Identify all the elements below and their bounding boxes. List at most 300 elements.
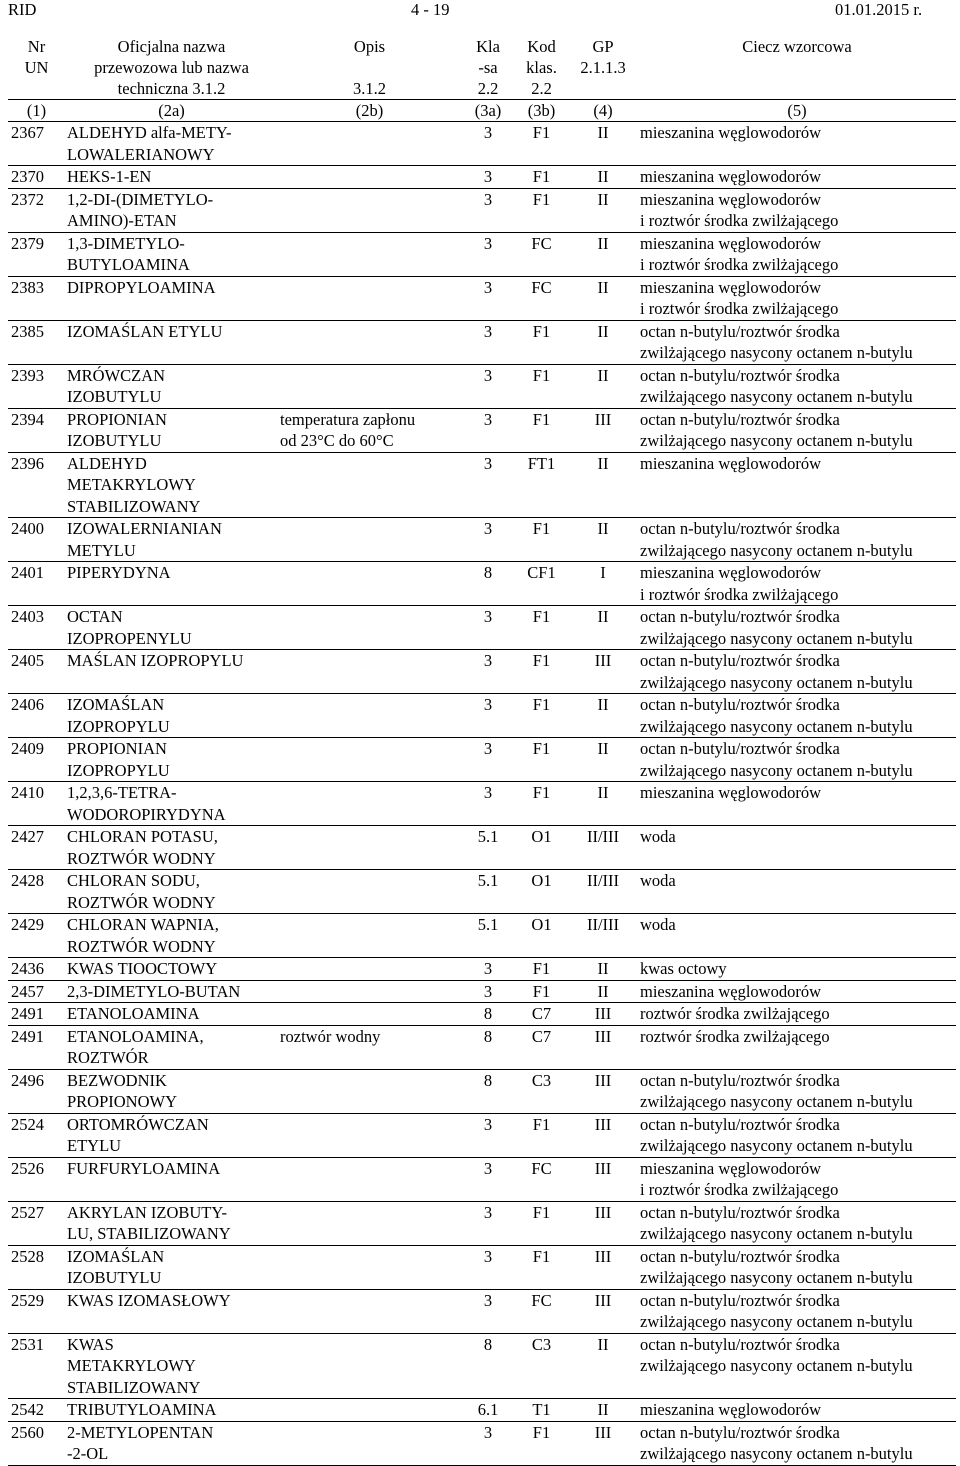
standard-liquid [638, 1333, 956, 1399]
table-row [8, 276, 956, 320]
substance-description [278, 1245, 461, 1289]
packing-group: II/III [568, 826, 638, 870]
table-row [8, 914, 956, 958]
substance-name-line: ALDEHYD [67, 453, 147, 473]
substance-description [278, 518, 461, 562]
hazard-class: 3 [461, 738, 515, 782]
substance-name-line: CHLORAN WAPNIA, [67, 915, 219, 934]
column-number: (4) [568, 100, 638, 122]
substance-name-line: ETANOLOAMINA [67, 1004, 200, 1023]
classification-code: F1 [515, 1201, 568, 1245]
substance-description [278, 562, 461, 606]
substance-name-line: STABILIZOWANY [67, 496, 201, 516]
un-number: 2428 [8, 870, 65, 914]
substance-description [278, 452, 461, 518]
standard-liquid [638, 518, 956, 562]
un-number: 2410 [8, 782, 65, 826]
standard-liquid [638, 914, 956, 958]
substance-name [65, 364, 278, 408]
substance-description [278, 606, 461, 650]
standard-liquid-line: mieszanina węglowodorów [640, 233, 821, 253]
un-number: 2529 [8, 1289, 65, 1333]
substance-name-line: ROZTWÓR WODNY [67, 936, 216, 956]
substance-description [278, 166, 461, 189]
substance-description [278, 738, 461, 782]
classification-code: F1 [515, 782, 568, 826]
substance-name [65, 1025, 278, 1069]
substance-description [278, 122, 461, 166]
substance-name [65, 320, 278, 364]
column-number: (5) [638, 100, 956, 122]
classification-code: F1 [515, 188, 568, 232]
substance-name-line: IZOBUTYLU [67, 387, 162, 406]
substance-name-line: FURFURYLOAMINA [67, 1158, 221, 1178]
standard-liquid-line: mieszanina węglowodorów [640, 783, 821, 802]
standard-liquid-line: zwilżającego nasycony octanem n-butylu [640, 540, 913, 560]
standard-liquid-line: octan n-butylu/roztwór środka [640, 321, 840, 341]
packing-group: III [568, 1157, 638, 1201]
hazard-class: 5.1 [461, 870, 515, 914]
standard-liquid-line: octan n-butylu/roztwór środka [640, 409, 840, 429]
substance-name-line: MAŚLAN IZOPROPYLU [67, 651, 244, 670]
header-packing-group: GP 2.1.1.3 [580, 37, 626, 77]
table-row [8, 1025, 956, 1069]
table-row [8, 980, 956, 1003]
substance-description [278, 782, 461, 826]
substance-name [65, 980, 278, 1003]
packing-group: II [568, 958, 638, 981]
substance-name [65, 694, 278, 738]
hazard-class: 3 [461, 1113, 515, 1157]
table-row [8, 320, 956, 364]
table-row [8, 188, 956, 232]
substance-name-line: IZOPROPYLU [67, 716, 170, 736]
substance-name [65, 166, 278, 189]
substance-description [278, 1333, 461, 1399]
substance-name [65, 276, 278, 320]
standard-liquid-line: zwilżającego nasycony octanem n-butylu [640, 1312, 913, 1331]
substance-name-line: IZOWALERNIANIAN [67, 519, 222, 538]
substance-description [278, 364, 461, 408]
standard-liquid [638, 1003, 956, 1026]
classification-code: F1 [515, 606, 568, 650]
substance-description [278, 1421, 461, 1465]
substance-description [278, 914, 461, 958]
description-line: od 23°C do 60°C [280, 431, 394, 450]
substance-name [65, 1245, 278, 1289]
standard-liquid [638, 958, 956, 981]
standard-liquid-line: zwilżającego nasycony octanem n-butylu [640, 672, 913, 692]
substance-name [65, 826, 278, 870]
un-number: 2406 [8, 694, 65, 738]
substance-name-line: BEZWODNIK [67, 1070, 167, 1090]
packing-group: III [568, 1113, 638, 1157]
packing-group: II [568, 606, 638, 650]
table-row [8, 870, 956, 914]
standard-liquid [638, 1069, 956, 1113]
un-number: 2496 [8, 1069, 65, 1113]
substance-name [65, 232, 278, 276]
hazard-class: 3 [461, 1289, 515, 1333]
substance-name-line: IZOMAŚLAN ETYLU [67, 321, 223, 341]
description-line: roztwór wodny [280, 1026, 381, 1046]
packing-group: II [568, 122, 638, 166]
substance-description [278, 958, 461, 981]
standard-liquid [638, 320, 956, 364]
standard-liquid [638, 1201, 956, 1245]
hazard-class: 3 [461, 782, 515, 826]
packing-group: II [568, 738, 638, 782]
substance-name [65, 122, 278, 166]
substance-name-line: CHLORAN SODU, [67, 871, 200, 890]
hazard-class: 3 [461, 122, 515, 166]
column-number: (3a) [461, 100, 515, 122]
un-number: 2379 [8, 232, 65, 276]
standard-liquid-line: i roztwór środka zwilżającego [640, 255, 839, 274]
un-number: 2429 [8, 914, 65, 958]
standard-liquid [638, 606, 956, 650]
substance-description [278, 980, 461, 1003]
substance-description [278, 826, 461, 870]
packing-group: II [568, 452, 638, 518]
standard-liquid [638, 122, 956, 166]
substance-name [65, 1003, 278, 1026]
standard-liquid-line: mieszanina węglowodorów [640, 453, 821, 473]
un-number: 2367 [8, 122, 65, 166]
standard-liquid-line: woda [640, 871, 676, 890]
table-row [8, 1289, 956, 1333]
classification-code: T1 [515, 1399, 568, 1422]
standard-liquid-line: mieszanina węglowodorów [640, 1158, 821, 1178]
substance-description [278, 1003, 461, 1026]
un-number: 2542 [8, 1399, 65, 1422]
standard-liquid-line: octan n-butylu/roztwór środka [640, 519, 840, 538]
table-row [8, 232, 956, 276]
standard-liquid [638, 452, 956, 518]
substance-name [65, 1399, 278, 1422]
standard-liquid-line: roztwór środka zwilżającego [640, 1026, 830, 1046]
standard-liquid-line: kwas octowy [640, 959, 727, 978]
classification-code: C3 [515, 1069, 568, 1113]
table-row [8, 122, 956, 166]
substance-name-line: PIPERYDYNA [67, 563, 171, 582]
hazard-class: 3 [461, 980, 515, 1003]
table-row [8, 364, 956, 408]
standard-liquid [638, 1113, 956, 1157]
substance-name [65, 606, 278, 650]
page-header [0, 0, 960, 22]
substance-name-line: METAKRYLOWY [67, 1356, 196, 1375]
column-number: (3b) [515, 100, 568, 122]
table-row [8, 1157, 956, 1201]
header-standard-liquid: Ciecz wzorcowa [742, 37, 852, 56]
substance-name-line: 2-METYLOPENTAN [67, 1422, 214, 1442]
hazard-class: 3 [461, 232, 515, 276]
classification-code: CF1 [515, 562, 568, 606]
hazard-class: 3 [461, 188, 515, 232]
substance-description [278, 232, 461, 276]
substance-name-line: ETANOLOAMINA, [67, 1026, 204, 1046]
classification-code: C7 [515, 1025, 568, 1069]
substance-name-line: IZOMAŚLAN [67, 695, 165, 714]
hazard-class: 3 [461, 606, 515, 650]
packing-group: III [568, 1003, 638, 1026]
packing-group: II [568, 1333, 638, 1399]
classification-code: F1 [515, 166, 568, 189]
hazard-class: 3 [461, 650, 515, 694]
packing-group: III [568, 650, 638, 694]
standard-liquid-line: octan n-butylu/roztwór środka [640, 739, 840, 758]
table-row [8, 518, 956, 562]
standard-liquid-line: zwilżającego nasycony octanem n-butylu [640, 628, 913, 648]
standard-liquid [638, 782, 956, 826]
packing-group: III [568, 1069, 638, 1113]
substance-name-line: -2-OL [67, 1444, 109, 1463]
standard-liquid [638, 166, 956, 189]
substance-name [65, 782, 278, 826]
packing-group: II/III [568, 870, 638, 914]
classification-code: F1 [515, 364, 568, 408]
substance-name-line: METAKRYLOWY [67, 475, 196, 494]
hazard-class: 8 [461, 562, 515, 606]
classification-code: FC [515, 232, 568, 276]
header-name: Oficjalna nazwa przewozowa lub nazwa techniczna 3.1.2 [94, 37, 249, 98]
standard-liquid-line: mieszanina węglowodorów [640, 189, 821, 209]
hazard-class: 5.1 [461, 914, 515, 958]
packing-group: II [568, 518, 638, 562]
substance-name [65, 188, 278, 232]
substance-description [278, 1289, 461, 1333]
substance-description [278, 1399, 461, 1422]
un-number: 2409 [8, 738, 65, 782]
un-number: 2383 [8, 276, 65, 320]
table-row [8, 1245, 956, 1289]
classification-code: F1 [515, 1113, 568, 1157]
packing-group: II [568, 232, 638, 276]
classification-code: F1 [515, 1421, 568, 1465]
table-row [8, 166, 956, 189]
hazard-class: 8 [461, 1333, 515, 1399]
substance-name-line: CHLORAN POTASU, [67, 827, 218, 846]
standard-liquids-table [8, 36, 956, 1466]
hazard-class: 3 [461, 1421, 515, 1465]
substance-description [278, 276, 461, 320]
substance-name-line: PROPIONIAN [67, 739, 167, 758]
standard-liquid [638, 694, 956, 738]
table-row [8, 738, 956, 782]
substance-name-line: AKRYLAN IZOBUTY- [67, 1202, 227, 1222]
hazard-class: 6.1 [461, 1399, 515, 1422]
substance-name-line: METYLU [67, 540, 136, 560]
substance-name-line: ALDEHYD alfa-METY- [67, 123, 232, 142]
standard-liquid-line: zwilżającego nasycony octanem n-butylu [640, 716, 913, 736]
standard-liquid-line: mieszanina węglowodorów [640, 123, 821, 142]
substance-name-line: ROZTWÓR WODNY [67, 892, 216, 912]
packing-group: III [568, 1025, 638, 1069]
substance-name-line: IZOPROPENYLU [67, 628, 192, 648]
un-number: 2436 [8, 958, 65, 981]
packing-group: II/III [568, 914, 638, 958]
substance-name [65, 562, 278, 606]
standard-liquid [638, 870, 956, 914]
table-row [8, 606, 956, 650]
standard-liquid-line: zwilżającego nasycony octanem n-butylu [640, 1356, 913, 1375]
standard-liquid-line: zwilżającego nasycony octanem n-butylu [640, 387, 913, 406]
substance-name [65, 1157, 278, 1201]
packing-group: II [568, 188, 638, 232]
substance-name-line: DIPROPYLOAMINA [67, 277, 216, 297]
un-number: 2393 [8, 364, 65, 408]
standard-liquid-line: octan n-butylu/roztwór środka [640, 1290, 840, 1310]
substance-name-line: PROPIONIAN [67, 409, 167, 429]
classification-code: O1 [515, 826, 568, 870]
substance-description [278, 320, 461, 364]
substance-description [278, 1069, 461, 1113]
packing-group: II [568, 276, 638, 320]
standard-liquid-line: i roztwór środka zwilżającego [640, 211, 839, 230]
document-code: RID [8, 0, 37, 19]
standard-liquid [638, 826, 956, 870]
substance-name-line: TRIBUTYLOAMINA [67, 1400, 217, 1419]
standard-liquid-line: octan n-butylu/roztwór środka [640, 365, 840, 385]
classification-code: F1 [515, 694, 568, 738]
column-numbers-row [8, 100, 956, 122]
column-number: (1) [8, 100, 65, 122]
substance-name-line: BUTYLOAMINA [67, 255, 190, 274]
hazard-class: 3 [461, 958, 515, 981]
un-number: 2560 [8, 1421, 65, 1465]
substance-name-line: ROZTWÓR WODNY [67, 848, 216, 868]
substance-name [65, 958, 278, 981]
classification-code: C7 [515, 1003, 568, 1026]
table-row [8, 1421, 956, 1465]
standard-liquid-line: mieszanina węglowodorów [640, 1400, 821, 1419]
classification-code: F1 [515, 518, 568, 562]
substance-name [65, 1289, 278, 1333]
table-row [8, 1333, 956, 1399]
un-number: 2405 [8, 650, 65, 694]
substance-name-line: ORTOMRÓWCZAN [67, 1114, 209, 1134]
substance-name-line: IZOBUTYLU [67, 1268, 162, 1287]
standard-liquid [638, 562, 956, 606]
un-number: 2396 [8, 452, 65, 518]
substance-name-line: ROZTWÓR [67, 1048, 149, 1067]
standard-liquid-line: i roztwór środka zwilżającego [640, 1180, 839, 1199]
classification-code: F1 [515, 980, 568, 1003]
standard-liquid-line: octan n-butylu/roztwór środka [640, 1422, 840, 1442]
un-number: 2531 [8, 1333, 65, 1399]
substance-name [65, 738, 278, 782]
header-description: Opis 3.1.2 [353, 37, 386, 98]
hazard-class: 3 [461, 1245, 515, 1289]
standard-liquid [638, 1289, 956, 1333]
classification-code: FT1 [515, 452, 568, 518]
hazard-class: 3 [461, 408, 515, 452]
classification-code: F1 [515, 408, 568, 452]
hazard-class: 8 [461, 1025, 515, 1069]
substance-name-line: IZOBUTYLU [67, 431, 162, 450]
column-number: (2b) [278, 100, 461, 122]
substance-name [65, 914, 278, 958]
table-row [8, 1201, 956, 1245]
packing-group: II [568, 364, 638, 408]
hazard-class: 3 [461, 518, 515, 562]
un-number: 2528 [8, 1245, 65, 1289]
standard-liquid-line: zwilżającego nasycony octanem n-butylu [640, 760, 913, 780]
standard-liquid [638, 738, 956, 782]
substance-name [65, 1201, 278, 1245]
standard-liquid-line: octan n-butylu/roztwór środka [640, 651, 840, 670]
packing-group: III [568, 408, 638, 452]
packing-group: II [568, 320, 638, 364]
standard-liquid-line: woda [640, 915, 676, 934]
standard-liquid-line: octan n-butylu/roztwór środka [640, 1070, 840, 1090]
standard-liquid [638, 364, 956, 408]
standard-liquid [638, 276, 956, 320]
classification-code: F1 [515, 650, 568, 694]
standard-liquid-line: octan n-butylu/roztwór środka [640, 695, 840, 714]
substance-name-line: PROPIONOWY [67, 1092, 178, 1111]
substance-name-line: HEKS-1-EN [67, 167, 152, 186]
hazard-class: 3 [461, 166, 515, 189]
standard-liquid-line: zwilżającego nasycony octanem n-butylu [640, 431, 913, 450]
table-row [8, 1069, 956, 1113]
standard-liquid-line: zwilżającego nasycony octanem n-butylu [640, 343, 913, 362]
hazard-class: 3 [461, 694, 515, 738]
table-row [8, 452, 956, 518]
packing-group: II [568, 694, 638, 738]
standard-liquid-line: i roztwór środka zwilżającego [640, 584, 839, 604]
un-number: 2385 [8, 320, 65, 364]
hazard-class: 5.1 [461, 826, 515, 870]
substance-name [65, 1069, 278, 1113]
header-classification-code: Kod klas. 2.2 [526, 37, 557, 98]
standard-liquid [638, 1399, 956, 1422]
hazard-class: 3 [461, 364, 515, 408]
un-number: 2526 [8, 1157, 65, 1201]
standard-liquid [638, 1157, 956, 1201]
substance-name-line: IZOMAŚLAN [67, 1246, 165, 1266]
substance-name [65, 1421, 278, 1465]
description-line: temperatura zapłonu [280, 409, 416, 429]
substance-name [65, 1113, 278, 1157]
standard-liquid-line: zwilżającego nasycony octanem n-butylu [640, 1224, 913, 1243]
un-number: 2401 [8, 562, 65, 606]
standard-liquid-line: octan n-butylu/roztwór środka [640, 1202, 840, 1222]
standard-liquid-line: roztwór środka zwilżającego [640, 1004, 830, 1023]
classification-code: O1 [515, 870, 568, 914]
un-number: 2491 [8, 1025, 65, 1069]
substance-description [278, 694, 461, 738]
un-number: 2427 [8, 826, 65, 870]
substance-name [65, 650, 278, 694]
table-row [8, 1113, 956, 1157]
standard-liquid-line: octan n-butylu/roztwór środka [640, 1334, 840, 1354]
table-row [8, 958, 956, 981]
substance-name-line: OCTAN [67, 607, 123, 626]
substance-name [65, 408, 278, 452]
standard-liquid-line: zwilżającego nasycony octanem n-butylu [640, 1444, 913, 1463]
standard-liquid-line: zwilżającego nasycony octanem n-butylu [640, 1268, 913, 1287]
un-number: 2370 [8, 166, 65, 189]
substance-description [278, 1025, 461, 1069]
substance-name [65, 870, 278, 914]
classification-code: F1 [515, 320, 568, 364]
standard-liquid [638, 232, 956, 276]
packing-group: I [568, 562, 638, 606]
header-nr: Nr UN [24, 37, 49, 77]
standard-liquid [638, 1025, 956, 1069]
